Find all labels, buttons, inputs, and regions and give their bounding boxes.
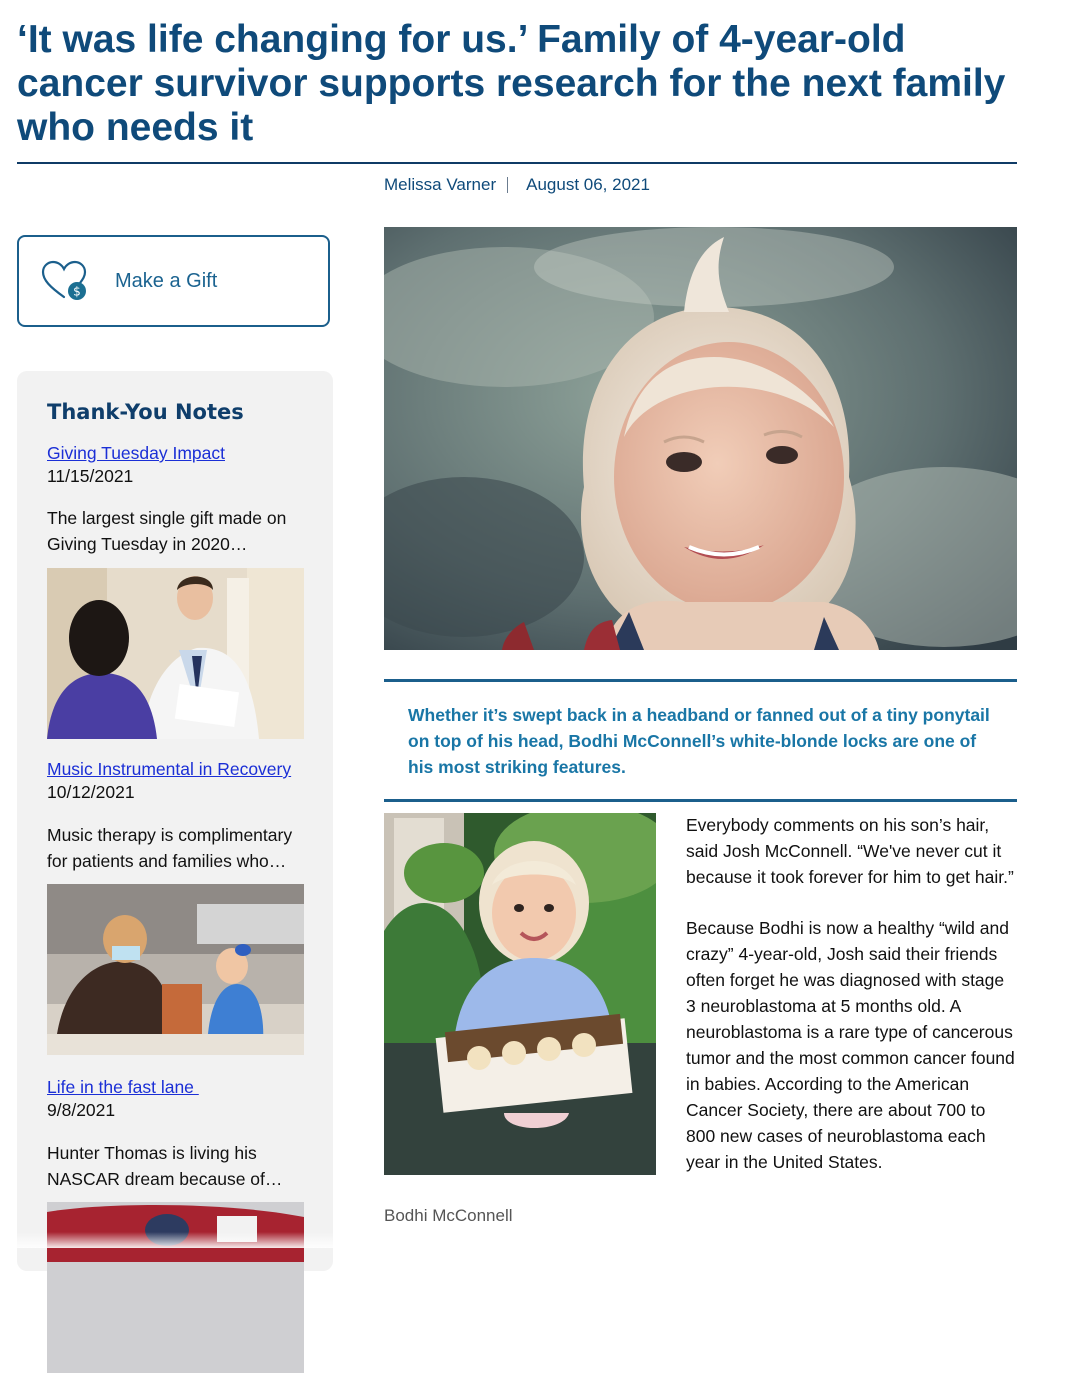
pull-quote [384,679,1017,802]
note-excerpt: Music therapy is complimentary for patients and families who… [47,825,293,871]
note-excerpt: Hunter Thomas is living his NASCAR dream because of… [47,1143,283,1189]
note-link-giving-tuesday[interactable]: Giving Tuesday Impact [47,443,225,463]
heart-donate-icon [40,259,88,303]
note-date: 11/15/2021 [47,466,134,486]
article-headline: ‘It was life changing for us.’ Family of 4-year-old cancer survivor supports research for the next family who needs it [17,18,1006,149]
photo-caption: Bodhi McConnell [384,1206,513,1225]
note-excerpt: The largest single gift made on Giving Tuesday in 2020… [47,508,287,554]
note-date: 9/8/2021 [47,1100,116,1120]
note-link-fast-lane[interactable]: Life in the fast lane [47,1077,199,1097]
thank-you-notes-sidebar [17,371,333,1271]
make-a-gift-label: Make a Gift [115,269,218,292]
note-link-music-recovery[interactable]: Music Instrumental in Recovery [47,759,292,779]
note-thumbnail-music-therapy[interactable] [47,884,304,1055]
body-paragraph: Because Bodhi is now a healthy “wild and crazy” 4-year-old, Josh said their friends often forget he was diagnosed with stage 3 neuroblastoma at 5 months old. A neuroblastoma is a rare type of cancerous tumor and the most common cancer found in babies. According to the American Cancer Society, there are about 700 to 800 new cases of neuroblastoma each year in the United States. [686,918,1015,1172]
sidebar-title: Thank-You Notes [47,400,244,424]
publish-date: August 06, 2021 [526,175,650,194]
note-thumbnail-race-car[interactable] [47,1202,304,1373]
svg-text:$: $ [73,284,81,299]
body-paragraph: Everybody comments on his son’s hair, said Josh McConnell. “We've never cut it because it took forever for him to get hair.” [686,815,1014,887]
author-name: Melissa Varner [384,175,497,194]
article-body [686,812,1016,1200]
photo-bodhi-holding-cookies [384,813,656,1175]
byline-separator [507,177,508,193]
note-thumbnail-doctor[interactable] [47,568,304,739]
headline-divider [17,162,1017,164]
pull-quote-text: Whether it’s swept back in a headband or fanned out of a tiny ponytail on top of his head, Bodhi McConnell’s white-blonde locks are one of his most striking features. [408,705,990,777]
hero-photo-bodhi [384,227,1017,650]
bottom-fade [0,1232,1074,1248]
note-date: 10/12/2021 [47,782,135,802]
byline [384,175,650,195]
make-a-gift-button[interactable] [17,235,330,327]
